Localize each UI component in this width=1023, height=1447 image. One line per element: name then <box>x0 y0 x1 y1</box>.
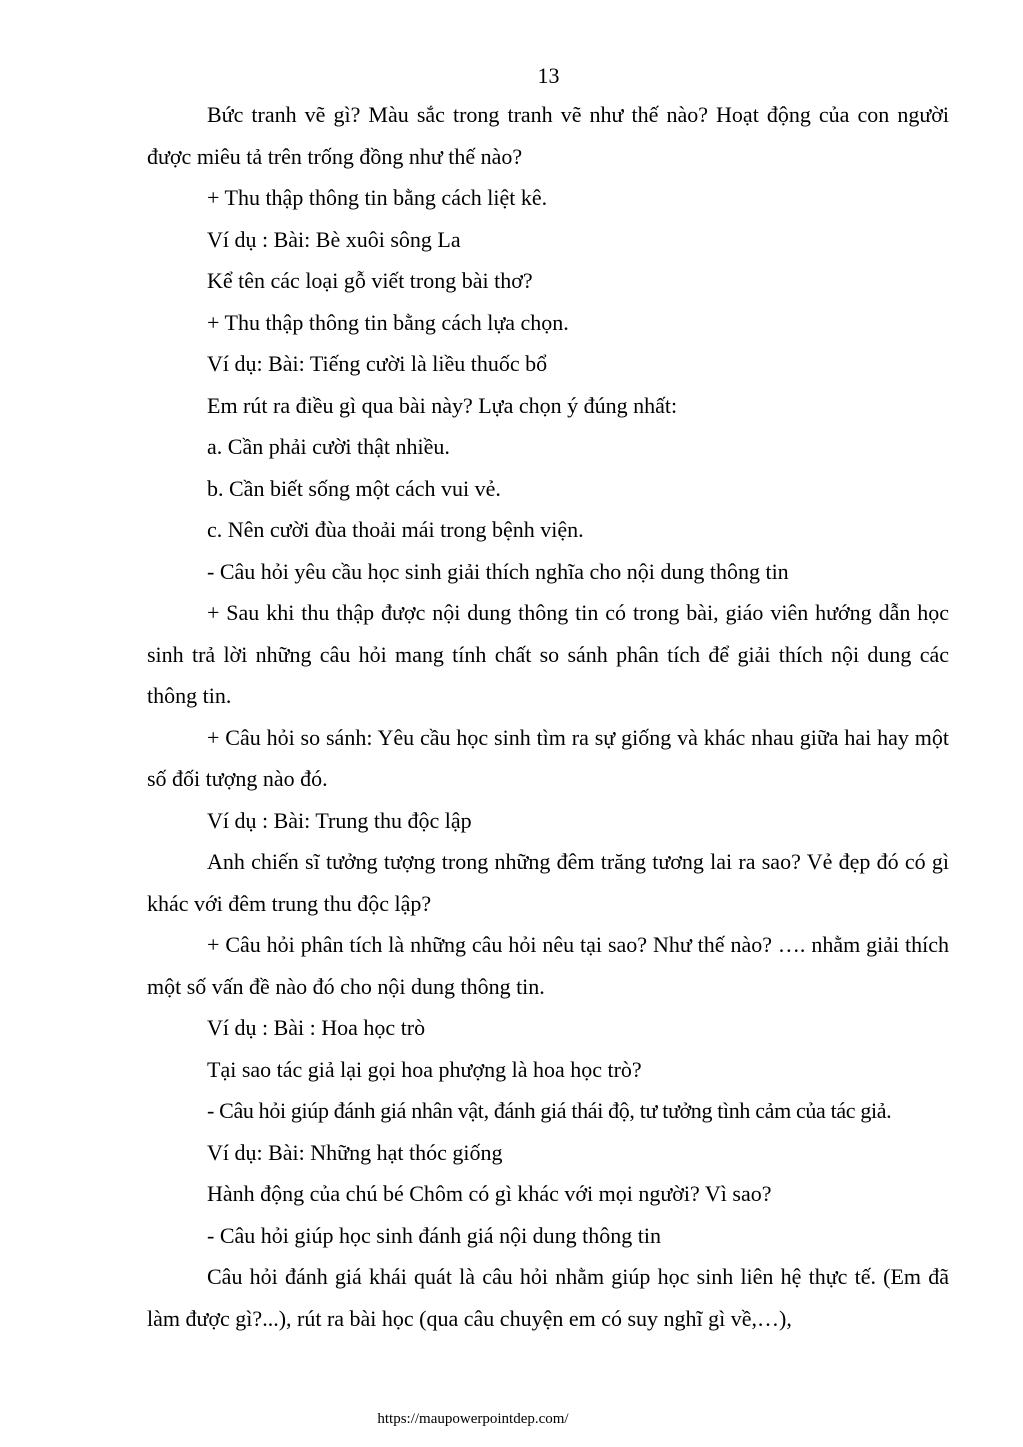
paragraph: Hành động của chú bé Chôm có gì khác với mọi người? Vì sao? <box>207 1181 772 1206</box>
paragraph: Câu hỏi đánh giá khái quát là câu hỏi nhằm giúp học sinh liên hệ thực tế. (Em đã làm được gì?...), rút ra bài học (qua câu chuyện em có suy nghĩ gì về,…), <box>147 1264 949 1331</box>
paragraph: - Câu hỏi giúp đánh giá nhân vật, đánh giá thái độ, tư tưởng tình cảm của tác giả. <box>207 1098 892 1123</box>
paragraph: + Sau khi thu thập được nội dung thông tin có trong bài, giáo viên hướng dẫn học sinh trả lời những câu hỏi mang tính chất so sánh phân tích để giải thích nội dung các thông tin. <box>147 600 949 708</box>
document-body <box>147 94 949 1339</box>
paragraph: Ví dụ : Bài: Bè xuôi sông La <box>207 226 461 252</box>
paragraph: a. Cần phải cười thật nhiều. <box>207 434 450 459</box>
paragraph: Kể tên các loại gỗ viết trong bài thơ? <box>207 268 533 293</box>
paragraph: + Câu hỏi so sánh: Yêu cầu học sinh tìm ra sự giống và khác nhau giữa hai hay một số đối tượng nào đó. <box>147 724 949 791</box>
paragraph: c. Nên cười đùa thoải mái trong bệnh viện. <box>207 517 584 542</box>
paragraph: Ví dụ: Bài: Những hạt thóc giống <box>207 1139 503 1165</box>
footer-url: https://maupowerpointdep.com/ <box>377 1411 569 1427</box>
paragraph: Bức tranh vẽ gì? Màu sắc trong tranh vẽ như thế nào? Hoạt động của con người được miêu tả trên trống đồng như thế nào? <box>147 102 949 169</box>
paragraph: + Thu thập thông tin bằng cách lựa chọn. <box>207 309 569 335</box>
paragraph: Anh chiến sĩ tưởng tượng trong những đêm trăng tương lai ra sao? Vẻ đẹp đó có gì khác với đêm trung thu độc lập? <box>147 849 949 916</box>
paragraph: + Câu hỏi phân tích là những câu hỏi nêu tại sao? Như thế nào? …. nhằm giải thích một số vấn đề nào đó cho nội dung thông tin. <box>147 932 949 999</box>
paragraph: Tại sao tác giả lại gọi hoa phượng là hoa học trò? <box>207 1056 642 1082</box>
paragraph: b. Cần biết sống một cách vui vẻ. <box>207 475 501 501</box>
page-number: 13 <box>537 63 560 88</box>
paragraph: Ví dụ : Bài: Trung thu độc lập <box>207 807 472 833</box>
paragraph: Ví dụ: Bài: Tiếng cười là liều thuốc bổ <box>207 351 548 376</box>
paragraph: - Câu hỏi yêu cầu học sinh giải thích nghĩa cho nội dung thông tin <box>207 558 789 584</box>
paragraph: Ví dụ : Bài : Hoa học trò <box>207 1015 426 1040</box>
paragraph: - Câu hỏi giúp học sinh đánh giá nội dung thông tin <box>207 1222 662 1248</box>
paragraph: + Thu thập thông tin bằng cách liệt kê. <box>207 185 548 210</box>
paragraph: Em rút ra điều gì qua bài này? Lựa chọn ý đúng nhất: <box>207 392 678 418</box>
